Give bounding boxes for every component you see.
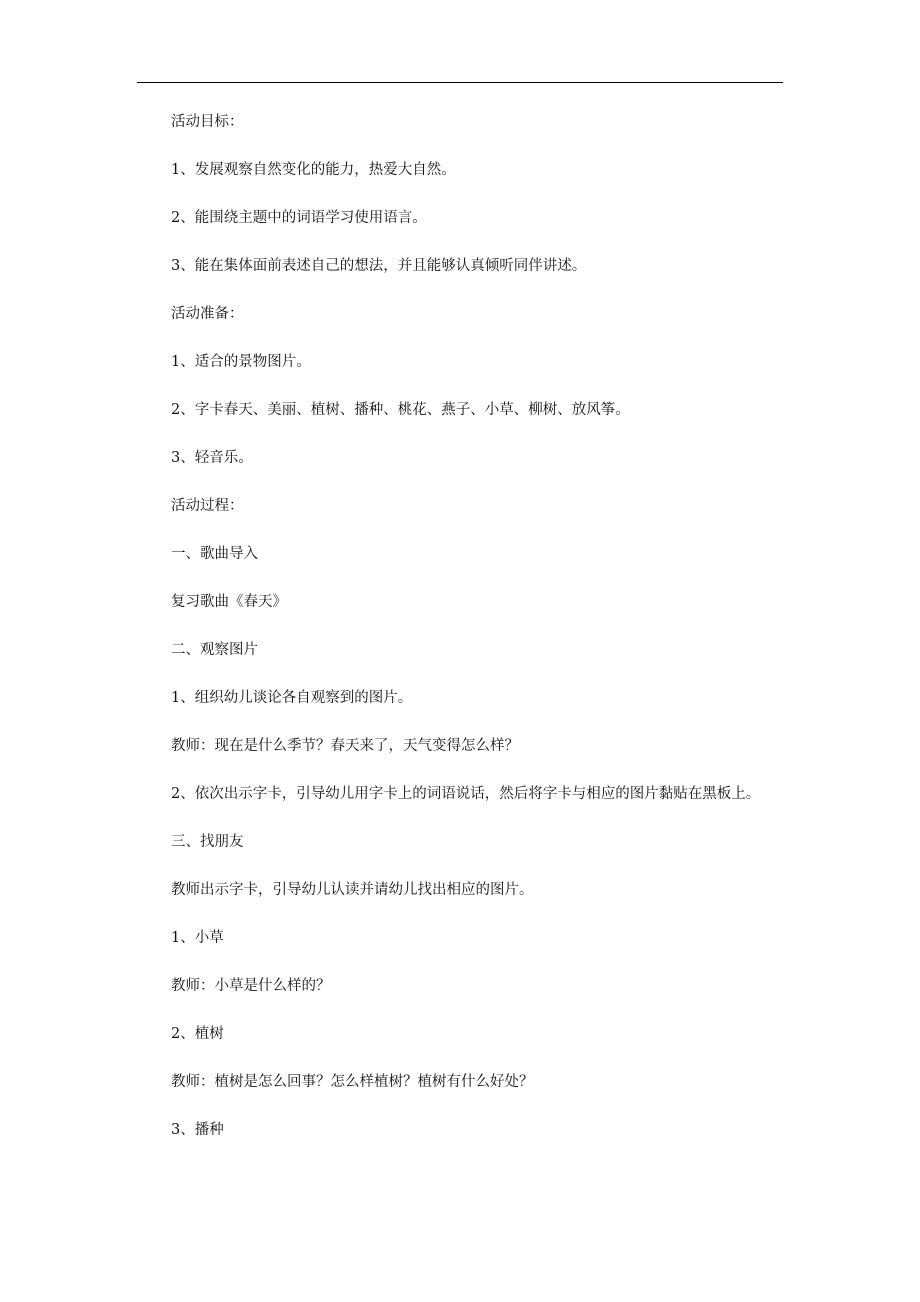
step-heading-3: 三、找朋友 [171,834,244,850]
goal-item-3: 3、能在集体面前表述自己的想法，并且能够认真倾听同伴讲述。 [171,258,587,274]
preparation-item-3: 3、轻音乐。 [171,450,253,466]
step-3-item-2: 2、植树 [171,1026,224,1042]
preparation-item-1: 1、适合的景物图片。 [171,354,311,370]
header-rule [137,82,783,83]
preparation-item-2: 2、字卡春天、美丽、植树、播种、桃花、燕子、小草、柳树、放风筝。 [171,402,630,418]
step-2-item-1: 1、组织幼儿谈论各自观察到的图片。 [171,690,413,706]
step-2-teacher-question: 教师：现在是什么季节？春天来了，天气变得怎么样？ [171,738,519,754]
step-3-intro: 教师出示字卡，引导幼儿认读并请幼儿找出相应的图片。 [171,882,534,898]
step-1-text: 复习歌曲《春天》 [171,594,287,610]
document-body [137,111,783,1142]
step-heading-2: 二、观察图片 [171,642,258,658]
goal-item-1: 1、发展观察自然变化的能力，热爱大自然。 [171,162,456,178]
goal-item-2: 2、能围绕主题中的词语学习使用语言。 [171,210,427,226]
step-3-item-1: 1、小草 [171,930,224,946]
step-3-teacher-question-2: 教师：植树是怎么回事？怎么样植树？植树有什么好处？ [171,1074,534,1090]
step-heading-1: 一、歌曲导入 [171,546,258,562]
section-heading-process: 活动过程： [171,498,244,514]
section-heading-preparation: 活动准备： [171,306,244,322]
step-3-teacher-question-1: 教师：小草是什么样的？ [171,978,331,994]
section-heading-goals: 活动目标： [171,114,244,130]
step-3-item-3: 3、播种 [171,1122,224,1138]
step-2-item-2: 2、依次出示字卡，引导幼儿用字卡上的词语说话，然后将字卡与相应的图片黏贴在黑板上。 [171,786,761,802]
